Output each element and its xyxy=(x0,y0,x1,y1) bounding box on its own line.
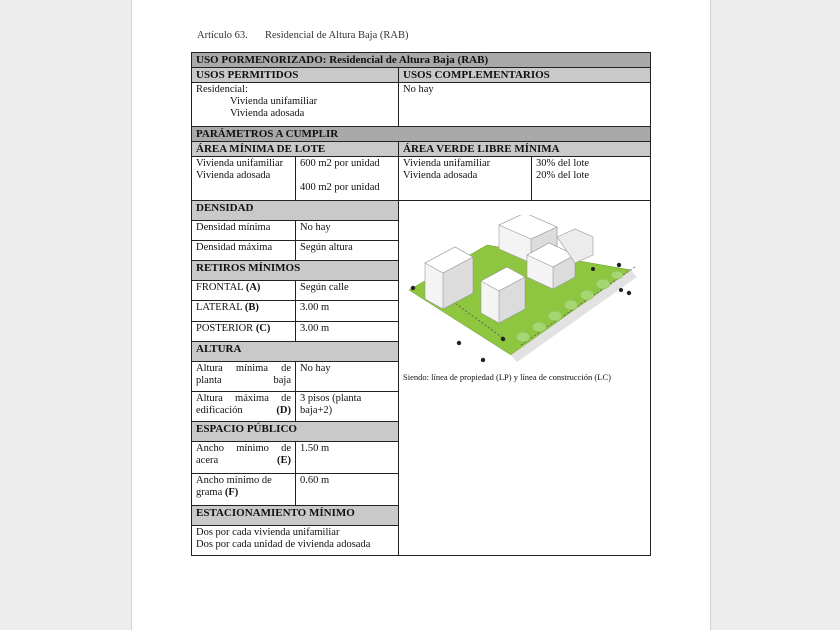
usos-permitidos-cell xyxy=(192,83,399,127)
retiro-lateral-label: LATERAL (B) xyxy=(192,301,296,321)
area-minima-labels xyxy=(192,157,296,201)
altura-max-value: 3 pisos (planta baja+2) xyxy=(296,391,399,421)
verde-label: Vivienda unifamiliar xyxy=(403,158,491,169)
estacionamiento-header: ESTACIONAMIENTO MÍNIMO xyxy=(192,505,399,525)
parametros-header: PARÁMETROS A CUMPLIR xyxy=(192,127,651,142)
estacionamiento-line: Dos por cada unidad de vivienda adosada xyxy=(196,539,371,550)
area-minima-values xyxy=(296,157,399,201)
table-title: USO PORMENORIZADO: Residencial de Altura Baja (RAB) xyxy=(192,53,651,68)
uso-item: Vivienda adosada xyxy=(230,108,305,119)
altura-header: ALTURA xyxy=(192,341,399,361)
retiro-lateral-value: 3.00 m xyxy=(296,301,399,321)
article-title: Residencial de Altura Baja (RAB) xyxy=(265,30,409,41)
retiro-frontal-value: Según calle xyxy=(296,281,399,301)
area-verde-header: ÁREA VERDE LIBRE MÍNIMA xyxy=(399,142,651,157)
estacionamiento-cell xyxy=(192,526,399,556)
acera-label: Ancho mínimo de acera (E) xyxy=(192,441,296,473)
uso-item: Vivienda unifamiliar xyxy=(230,96,318,107)
retiro-frontal-label: FRONTAL (A) xyxy=(192,281,296,301)
verde-value: 20% del lote xyxy=(536,170,590,181)
site-diagram xyxy=(403,215,643,365)
grama-value: 0.60 m xyxy=(296,473,399,505)
area-verde-labels xyxy=(399,157,532,201)
article-heading xyxy=(197,30,408,41)
article-number: Artículo 63. xyxy=(197,30,248,41)
area-minima-header: ÁREA MÍNIMA DE LOTE xyxy=(192,142,399,157)
retiros-header: RETIROS MÍNIMOS xyxy=(192,261,399,281)
retiro-posterior-value: 3.00 m xyxy=(296,321,399,341)
verde-value: 30% del lote xyxy=(536,158,590,169)
estacionamiento-line: Dos por cada vivienda unifamiliar xyxy=(196,527,340,538)
densidad-min-value: No hay xyxy=(296,221,399,241)
area-value: 600 m2 por unidad xyxy=(300,158,380,169)
usos-permitidos-header: USOS PERMITIDOS xyxy=(192,68,399,83)
area-label: Vivienda unifamiliar xyxy=(196,158,284,169)
densidad-min-label: Densidad mínima xyxy=(192,221,296,241)
altura-max-label: Altura máxima de edificación (D) xyxy=(192,391,296,421)
espacio-publico-header: ESPACIO PÚBLICO xyxy=(192,421,399,441)
area-label: Vivienda adosada xyxy=(196,170,271,181)
retiro-posterior-label: POSTERIOR (C) xyxy=(192,321,296,341)
densidad-max-value: Según altura xyxy=(296,241,399,261)
usos-complementarios-value: No hay xyxy=(399,83,651,127)
verde-label: Vivienda adosada xyxy=(403,170,478,181)
altura-min-value: No hay xyxy=(296,361,399,391)
densidad-header: DENSIDAD xyxy=(192,201,399,221)
diagram-caption: Siendo: línea de propiedad (LP) y línea de construcción (LC) xyxy=(403,372,611,382)
grama-label: Ancho mínimo de grama (F) xyxy=(192,473,296,505)
diagram-cell xyxy=(399,201,651,556)
zoning-table xyxy=(191,52,651,556)
uso-category: Residencial: xyxy=(196,84,248,95)
area-verde-values xyxy=(532,157,651,201)
usos-complementarios-header: USOS COMPLEMENTARIOS xyxy=(399,68,651,83)
acera-value: 1.50 m xyxy=(296,441,399,473)
altura-min-label: Altura mínima de planta baja xyxy=(192,361,296,391)
area-value: 400 m2 por unidad xyxy=(300,182,380,193)
densidad-max-label: Densidad máxima xyxy=(192,241,296,261)
